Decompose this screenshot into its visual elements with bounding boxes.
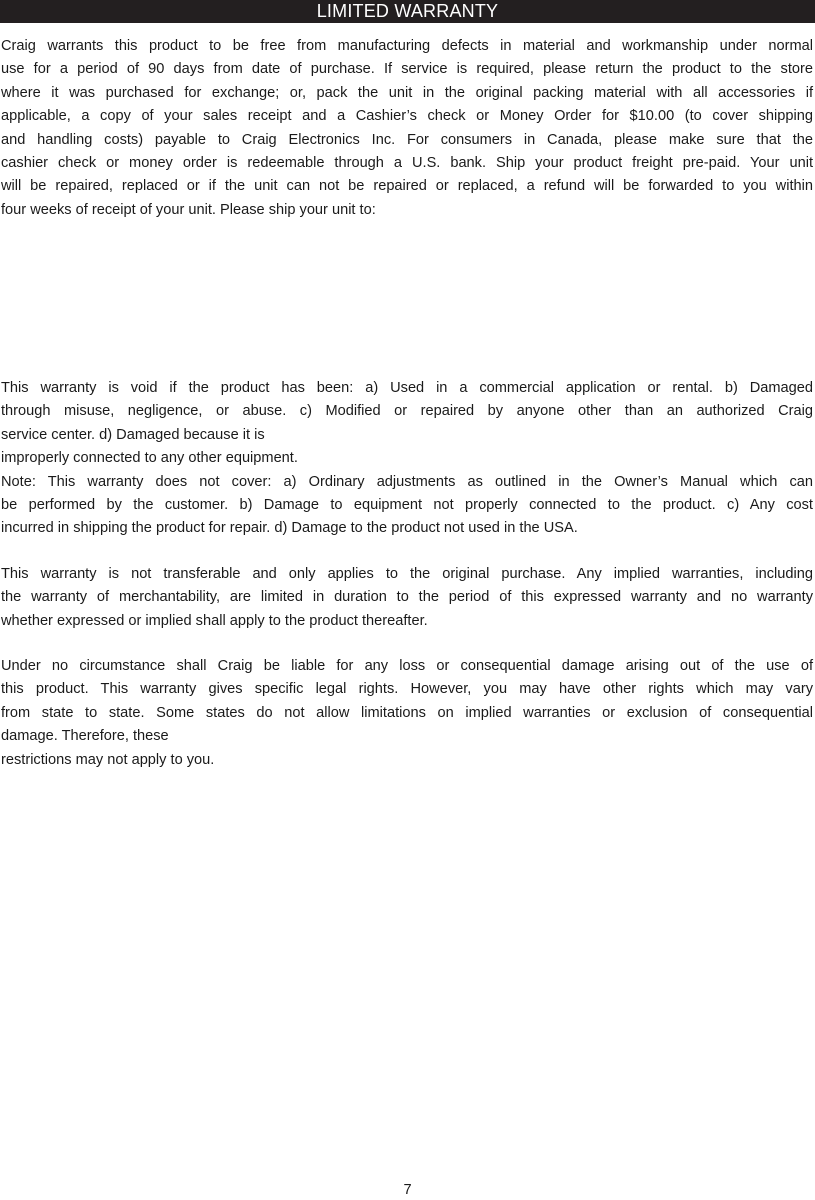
- liability-paragraph: [1, 655, 813, 772]
- warranty-terms-paragraph: [1, 35, 813, 222]
- text-line: cashier check or money order is redeemable through a U.S. bank. Ship your product freight pre-paid. Your unit: [1, 155, 813, 172]
- text-line: four weeks of receipt of your unit. Please ship your unit to:: [1, 201, 376, 218]
- text-line: improperly connected to any other equipment.: [1, 450, 298, 467]
- text-line: this product. This warranty gives specific legal rights. However, you may have other rights which may vary: [1, 681, 813, 698]
- text-line: from state to state. Some states do not allow limitations on implied warranties or exclusion of consequential: [1, 704, 813, 721]
- text-line: Under no circumstance shall Craig be liable for any loss or consequential damage arising out of the use of: [1, 658, 813, 674]
- page-title: LIMITED WARRANTY: [0, 0, 815, 23]
- text-line: This warranty is void if the product has been: a) Used in a commercial application or rental. b) Damaged: [1, 380, 813, 396]
- text-line: where it was purchased for exchange; or, pack the unit in the original packing material with all accessories if: [1, 84, 813, 101]
- text-line: applicable, a copy of your sales receipt and a Cashier’s check or Money Order for $10.00 (to cover shipping: [1, 108, 813, 125]
- text-line: service center. d) Damaged because it is: [1, 426, 265, 443]
- text-line: and handling costs) payable to Craig Electronics Inc. For consumers in Canada, please make sure that the: [1, 131, 813, 148]
- text-line: will be repaired, replaced or if the unit can not be repaired or replaced, a refund will be forwarded to you within: [1, 178, 813, 195]
- text-line: restrictions may not apply to you.: [1, 751, 215, 768]
- text-line: Note: This warranty does not cover: a) Ordinary adjustments as outlined in the Owner’s Manual which can: [1, 473, 813, 490]
- page-number: 7: [403, 1182, 412, 1198]
- text-line: the warranty of merchantability, are limited in duration to the period of this expressed warranty and no warranty: [1, 589, 813, 606]
- text-line: whether expressed or implied shall apply to the product thereafter.: [1, 612, 428, 629]
- text-line: incurred in shipping the product for repair. d) Damage to the product not used in the USA.: [1, 520, 578, 537]
- warranty-void-paragraph: [1, 377, 813, 541]
- text-line: This warranty is not transferable and only applies to the original purchase. Any implied warranties, including: [1, 566, 813, 582]
- text-line: be performed by the customer. b) Damage to equipment not properly connected to the product. c) Any cost: [1, 497, 813, 514]
- text-line: Craig warrants this product to be free from manufacturing defects in material and workmanship under normal: [1, 38, 813, 54]
- warranty-transfer-paragraph: [1, 563, 813, 633]
- text-line: damage. Therefore, these: [1, 728, 169, 745]
- text-line: use for a period of 90 days from date of purchase. If service is required, please return the product to the store: [1, 61, 813, 78]
- text-line: through misuse, negligence, or abuse. c) Modified or repaired by anyone other than an authorized Craig: [1, 403, 813, 420]
